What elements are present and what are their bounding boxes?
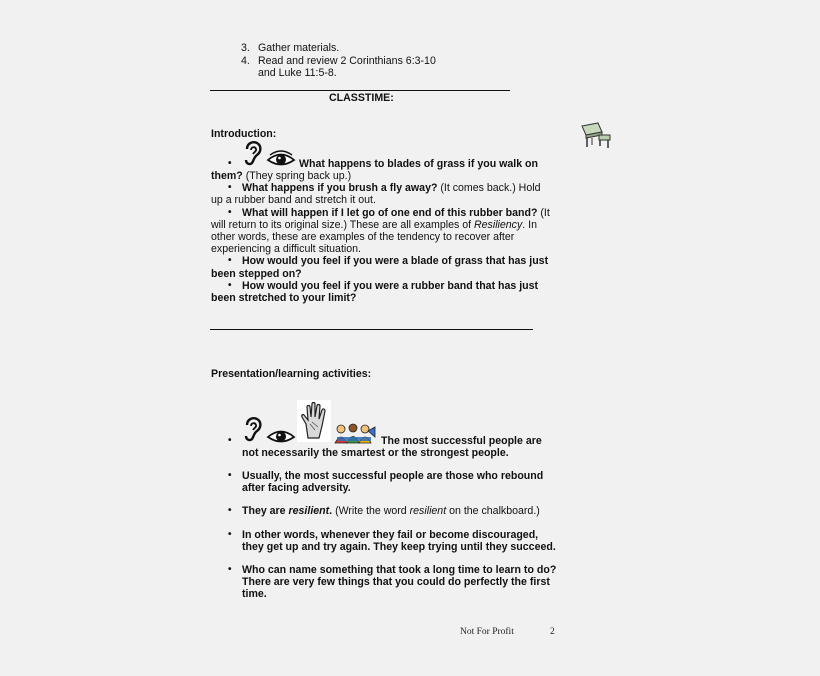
intro-question-3-cont: other words, these are examples of the tendency to recover after [211,231,515,243]
bullet: • [228,255,232,266]
bullet: • [228,529,232,540]
presentation-point-5: Who can name something that took a long time to learn to do? [242,564,557,576]
intro-question-2: What happens if you brush a fly away? (It comes back.) Hold [242,182,541,194]
ear-icon [242,140,264,166]
bullet: • [228,280,232,291]
intro-question-3: What will happen if I let go of one end of this rubber band? (It [242,207,550,219]
intro-question-4: How would you feel if you were a blade of grass that has just [242,255,549,267]
ear-icon [242,416,264,442]
presentation-point-1: The most successful people are [381,435,542,447]
footer-text: Not For Profit [460,627,514,634]
prep-item-number: 4. [241,55,250,67]
introduction-heading: Introduction: [211,128,277,140]
page-footer [440,626,580,634]
prep-item-text: Gather materials. [258,42,340,54]
presentation-point-1-cont: not necessarily the smartest or the strongest people. [242,447,509,459]
bullet: • [228,435,232,446]
prep-item-text-cont: and Luke 11:5-8. [258,67,337,79]
presentation-point-5-cont: time. [242,588,267,600]
intro-question-2-cont: up a rubber band and stretch it out. [211,194,376,206]
intro-question-4-cont: been stepped on? [211,268,302,280]
presentation-point-3: They are resilient. (Write the word resilient on the chalkboard.) [242,505,540,517]
eye-icon [266,150,296,168]
eye-icon [266,427,296,445]
hand-icon [297,400,331,442]
presentation-heading: Presentation/learning activities: [211,368,372,380]
bullet: • [228,564,232,575]
presentation-point-2: Usually, the most successful people are those who rebound [242,470,544,482]
intro-question-1-cont: them? (They spring back up.) [211,170,352,182]
section-divider [210,90,510,91]
bullet: • [228,207,232,218]
prep-item-text: Read and review 2 Corinthians 6:3-10 [258,55,436,67]
presentation-point-4-cont: they get up and try again. They keep trying until they succeed. [242,541,556,553]
intro-question-5-cont: been stretched to your limit? [211,292,357,304]
bullet: • [228,470,232,481]
bullet: • [228,182,232,193]
desk-icon [578,122,612,150]
intro-question-5: How would you feel if you were a rubber band that has just [242,280,539,292]
section-divider [210,329,533,330]
bullet: • [228,505,232,516]
presentation-point-5-cont: There are very few things that you could do perfectly the first [242,576,550,588]
intro-question-3-cont: experiencing a difficult situation. [211,243,361,255]
intro-question-3-cont: will return to its original size.) These are all examples of Resiliency. In [211,219,538,231]
bullet: • [228,158,232,169]
page-number: 2 [550,627,555,634]
children-group-icon [333,421,377,445]
presentation-point-2-cont: after facing adversity. [242,482,351,494]
classtime-heading: CLASSTIME: [329,92,394,104]
intro-question-1: What happens to blades of grass if you walk on [299,158,538,170]
presentation-point-4: In other words, whenever they fail or become discouraged, [242,529,539,541]
prep-item-number: 3. [241,42,250,54]
